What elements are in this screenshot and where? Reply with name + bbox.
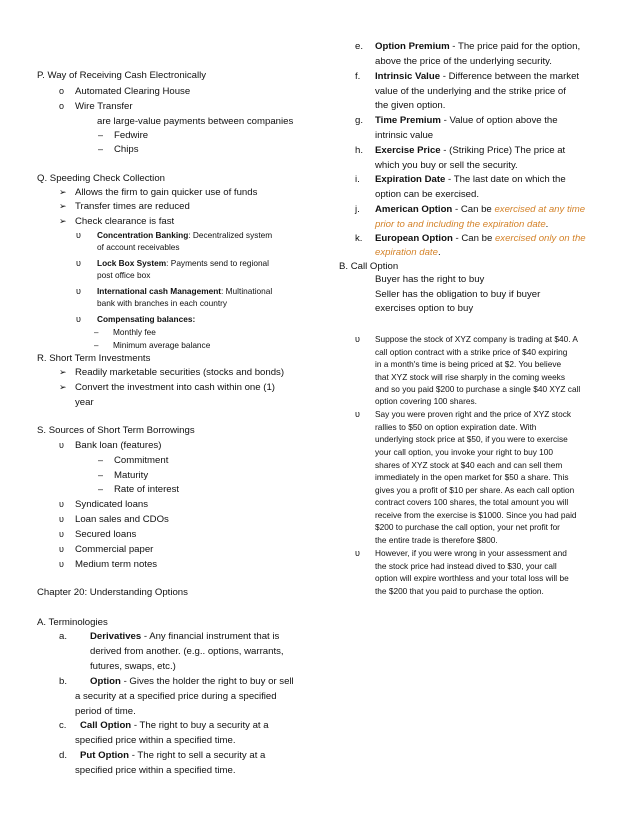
term-intrinsic-value: Intrinsic Value - Difference between the market <box>375 71 580 82</box>
example-paragraph-line: the entire trade is therefore $800. <box>375 535 498 545</box>
upsilon-bullet-icon: υ <box>76 286 81 296</box>
list-marker: j. <box>355 204 360 215</box>
term-derivatives: Derivatives - Any financial instrument that is <box>90 631 280 642</box>
arrow-bullet-icon: ➢ <box>59 367 67 377</box>
arrow-bullet-icon: ➢ <box>59 187 67 197</box>
example-paragraph-line: rallies to $50 on option expiration date. With <box>375 422 537 432</box>
section-a-heading: A. Terminologies <box>37 617 108 628</box>
example-paragraph-line: and so you paid $200 to purchase a single $40 XYZ call <box>375 384 581 394</box>
upsilon-bullet-icon: υ <box>59 499 64 509</box>
list-item: Transfer times are reduced <box>75 201 190 212</box>
upsilon-bullet-icon: υ <box>76 230 81 240</box>
dash-bullet-icon: – <box>98 484 104 494</box>
list-item: Convert the investment into cash within one (1) <box>75 382 275 393</box>
section-q-heading: Q. Speeding Check Collection <box>37 173 165 184</box>
example-paragraph-line: However, if you were wrong in your assessment and <box>375 548 567 558</box>
list-item: Maturity <box>114 470 149 481</box>
list-item: Commercial paper <box>75 544 154 555</box>
upsilon-bullet-icon: υ <box>59 544 64 554</box>
term-option: Option - Gives the holder the right to buy or sell <box>90 676 294 687</box>
list-item: Bank loan (features) <box>75 440 162 451</box>
example-paragraph-line: $200 to purchase the call option, your net profit for <box>375 522 560 532</box>
term-option-premium: Option Premium - The price paid for the option, <box>375 41 581 52</box>
example-paragraph-line: in a month's time is being priced at $2. You believe <box>375 359 562 369</box>
section-p-heading: P. Way of Receiving Cash Electronically <box>37 70 207 81</box>
circle-bullet-icon: o <box>59 101 65 111</box>
list-marker: e. <box>355 41 364 52</box>
term-continued: above the price of the underlying security. <box>375 56 552 67</box>
list-item-continued: year <box>75 397 94 408</box>
list-item: Syndicated loans <box>75 499 149 510</box>
list-item: Commitment <box>114 455 169 466</box>
list-item: Check clearance is fast <box>75 216 175 227</box>
term-exercise-price: Exercise Price - (Striking Price) The price at <box>375 145 566 156</box>
dash-bullet-icon: – <box>98 144 104 154</box>
list-item: Medium term notes <box>75 559 158 570</box>
example-paragraph-line: Say you were proven right and the price of XYZ stock <box>375 409 571 419</box>
dash-bullet-icon: – <box>98 455 104 465</box>
dash-bullet-icon: – <box>94 328 99 337</box>
example-paragraph-line: underlying stock price at $50, if you were to exercise <box>375 434 568 444</box>
upsilon-bullet-icon: υ <box>355 409 360 419</box>
example-paragraph-line: option covering 100 shares. <box>375 396 477 406</box>
list-marker: c. <box>59 720 67 731</box>
term-continued: option can be exercised. <box>375 189 479 200</box>
example-paragraph-line: your call option, you invoke your right to buy 100 <box>375 447 554 457</box>
term-continued: period of time. <box>75 706 136 717</box>
dash-bullet-icon: – <box>98 470 104 480</box>
list-item-continued: post office box <box>97 270 151 280</box>
term-continued: futures, swaps, etc.) <box>90 661 176 672</box>
upsilon-bullet-icon: υ <box>76 314 81 324</box>
call-option-line: Buyer has the right to buy <box>375 274 485 285</box>
dash-bullet-icon: – <box>98 130 104 140</box>
upsilon-bullet-icon: υ <box>59 559 64 569</box>
example-paragraph-line: the $200 that you paid to purchase the option. <box>375 586 544 596</box>
example-paragraph-line: Suppose the stock of XYZ company is trading at $40. A <box>375 334 578 344</box>
dash-bullet-icon: – <box>94 341 99 350</box>
list-marker: f. <box>355 71 361 82</box>
list-item: Chips <box>114 144 139 155</box>
term-continued: the given option. <box>375 100 446 111</box>
example-paragraph-line: call option contract with a strike price of $40 expiring <box>375 347 568 357</box>
list-marker: d. <box>59 750 68 761</box>
term-european-option: European Option - Can be exercised only on the <box>375 233 586 244</box>
term-continued: specified price within a specified time. <box>75 735 236 746</box>
term-continued: which you buy or sell the security. <box>375 160 518 171</box>
section-b-heading: B. Call Option <box>339 261 399 272</box>
list-item: Minimum average balance <box>113 340 211 350</box>
upsilon-bullet-icon: υ <box>76 258 81 268</box>
term-continued: derived from another. (e.g.. options, warrants, <box>90 646 284 657</box>
list-marker: g. <box>355 115 364 126</box>
term-continued: expiration date. <box>375 247 441 258</box>
term-continued: intrinsic value <box>375 130 434 141</box>
term-continued: prior to and including the expiration date. <box>375 219 549 230</box>
term-continued: value of the underlying and the strike price of <box>375 86 566 97</box>
list-item: Lock Box System: Payments send to regional <box>97 258 270 268</box>
example-paragraph-line: shares of XYZ stock at $40 each and can sell them <box>375 460 563 470</box>
list-item: are large-value payments between companies <box>97 116 294 127</box>
list-item: Secured loans <box>75 529 137 540</box>
arrow-bullet-icon: ➢ <box>59 201 67 211</box>
list-item: International cash Management: Multinational <box>97 286 273 296</box>
term-call-option: Call Option - The right to buy a security at a <box>80 720 269 731</box>
example-paragraph-line: gives you a profit of $10 per share. As each call option <box>375 485 575 495</box>
upsilon-bullet-icon: υ <box>59 440 64 450</box>
chapter-heading: Chapter 20: Understanding Options <box>37 587 188 598</box>
example-paragraph-line: option will expire worthless and your total loss will be <box>375 573 569 583</box>
list-marker: a. <box>59 631 68 642</box>
list-item: Compensating balances: <box>97 314 196 324</box>
term-continued: a security at a specified price during a specified <box>75 691 277 702</box>
term-time-premium: Time Premium - Value of option above the <box>375 115 558 126</box>
example-paragraph-line: receive from the exercise is $1000. Since you had paid <box>375 510 577 520</box>
example-paragraph-line: that XYZ stock will rise sharply in the coming weeks <box>375 372 565 382</box>
list-item: Loan sales and CDOs <box>75 514 169 525</box>
arrow-bullet-icon: ➢ <box>59 382 67 392</box>
call-option-line: Seller has the obligation to buy if buyer <box>375 289 541 300</box>
upsilon-bullet-icon: υ <box>355 548 360 558</box>
section-s-heading: S. Sources of Short Term Borrowings <box>37 425 195 436</box>
list-item: Wire Transfer <box>75 101 133 112</box>
term-expiration-date: Expiration Date - The last date on which the <box>375 174 566 185</box>
term-put-option: Put Option - The right to sell a security at a <box>80 750 266 761</box>
section-r-heading: R. Short Term Investments <box>37 353 151 364</box>
example-paragraph-line: contract covers 100 shares, the total amount you will <box>375 497 569 507</box>
list-marker: b. <box>59 676 68 687</box>
example-paragraph-line: the stock price had instead dived to $30, your call <box>375 561 557 571</box>
list-marker: i. <box>355 174 360 185</box>
list-item: Concentration Banking: Decentralized system <box>97 230 273 240</box>
list-marker: k. <box>355 233 363 244</box>
upsilon-bullet-icon: υ <box>355 334 360 344</box>
list-marker: h. <box>355 145 364 156</box>
list-item: Readily marketable securities (stocks and bonds) <box>75 367 285 378</box>
example-paragraph-line: immediately in the open market for $50 a share. This <box>375 472 569 482</box>
upsilon-bullet-icon: υ <box>59 514 64 524</box>
list-item: Monthly fee <box>113 327 156 337</box>
arrow-bullet-icon: ➢ <box>59 216 67 226</box>
circle-bullet-icon: o <box>59 86 65 96</box>
list-item: Rate of interest <box>114 484 180 495</box>
list-item: Fedwire <box>114 130 149 141</box>
term-continued: specified price within a specified time. <box>75 765 236 776</box>
list-item: Automated Clearing House <box>75 86 191 97</box>
list-item-continued: of account receivables <box>97 242 180 252</box>
list-item-continued: bank with branches in each country <box>97 298 228 308</box>
list-item: Allows the firm to gain quicker use of funds <box>75 187 258 198</box>
upsilon-bullet-icon: υ <box>59 529 64 539</box>
term-american-option: American Option - Can be exercised at any time <box>375 204 586 215</box>
call-option-line: exercises option to buy <box>375 303 474 314</box>
